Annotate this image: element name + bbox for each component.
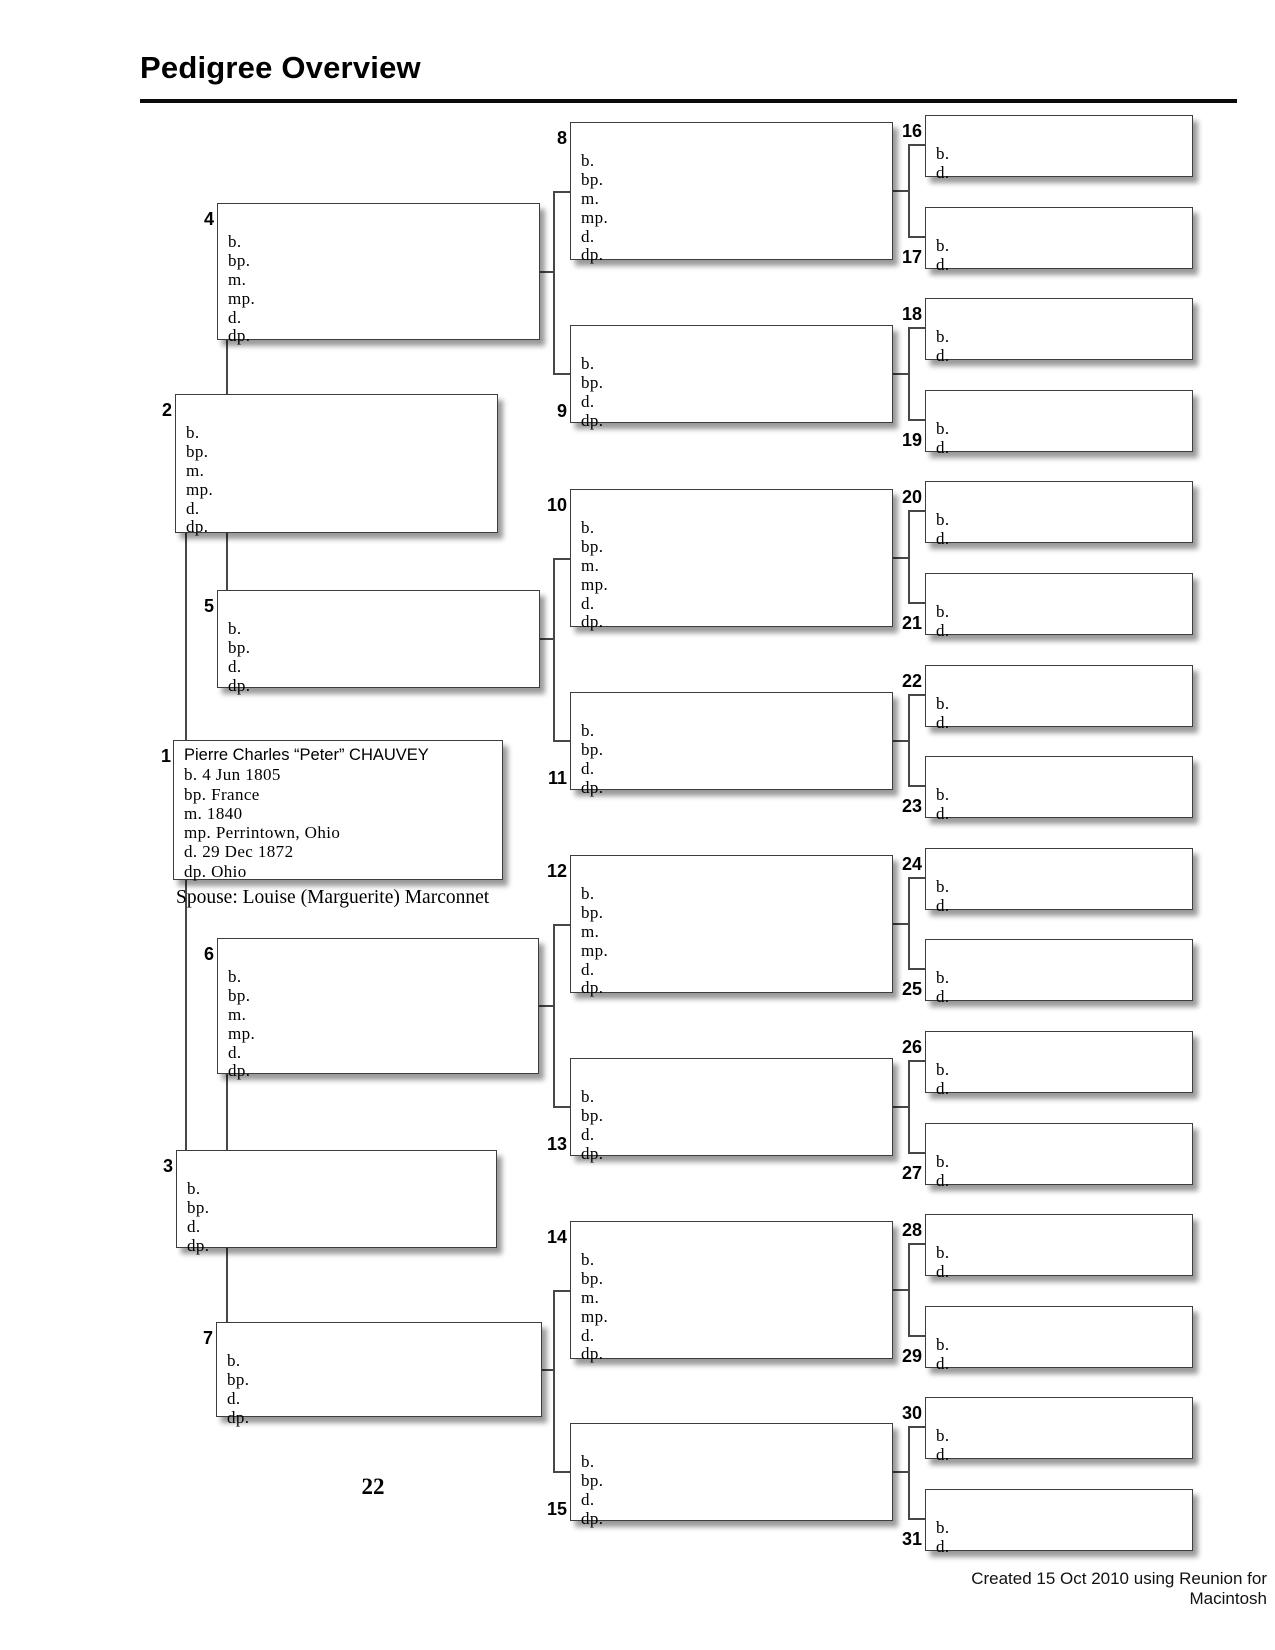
name-line-blank [936, 1225, 1192, 1244]
name-line-blank [936, 950, 1192, 969]
connector-line [891, 1289, 909, 1291]
connector-line [908, 1426, 910, 1520]
connector-line [553, 191, 555, 375]
field-label: dp. [581, 978, 604, 998]
connector-line [909, 1518, 925, 1520]
field-label: bp. [581, 902, 604, 922]
name-line-blank [187, 1161, 496, 1180]
connector-line [538, 638, 554, 640]
pedigree-box-16 [925, 115, 1193, 182]
name-line-blank [581, 133, 892, 152]
connector-line [554, 740, 570, 742]
field-label: bp. [581, 536, 604, 556]
field-label: m. [581, 1287, 600, 1307]
box-number: 31 [901, 1529, 922, 1549]
box-number: 15 [546, 1499, 567, 1519]
field-label: dp. [581, 1508, 604, 1528]
pedigree-box-28 [925, 1214, 1193, 1281]
person-detail-marriageplace: mp. Perrintown, Ohio [184, 823, 341, 843]
field-label: mp. [581, 1306, 609, 1326]
field-label: d. [186, 498, 200, 518]
person-detail-deathplace: dp. Ohio [184, 861, 247, 881]
pedigree-box-9 [570, 325, 893, 430]
pedigree-box-1 [173, 740, 503, 880]
field-label: dp. [581, 612, 604, 632]
field-label: b. [936, 235, 950, 255]
field-label: dp. [228, 326, 251, 346]
connector-line [909, 144, 925, 146]
connector-line [554, 924, 570, 926]
pedigree-box-11 [570, 692, 893, 797]
connector-line [554, 558, 570, 560]
field-label: b. [228, 231, 242, 251]
box-number: 10 [546, 495, 567, 515]
connector-line [909, 785, 925, 787]
name-line-blank [936, 1134, 1192, 1153]
field-label: dp. [581, 245, 604, 265]
field-label: d. [228, 1042, 242, 1062]
field-label: d. [936, 986, 950, 1006]
name-line-blank [936, 1500, 1192, 1519]
pedigree-box-17 [925, 207, 1193, 274]
name-line-blank [581, 703, 892, 722]
connector-line [891, 1106, 909, 1108]
pedigree-box-26 [925, 1031, 1193, 1098]
pedigree-box-6 [217, 938, 539, 1081]
field-label: d. [936, 712, 950, 732]
connector-line [908, 1243, 910, 1337]
name-line-blank [581, 336, 892, 355]
pedigree-box-30 [925, 1397, 1193, 1464]
field-label: d. [581, 226, 595, 246]
connector-line [908, 327, 910, 421]
field-label: d. [936, 1536, 950, 1556]
connector-line [554, 1106, 570, 1108]
connector-line [537, 1005, 554, 1007]
box-number: 9 [556, 401, 567, 421]
name-line-blank [581, 1232, 892, 1251]
connector-line [185, 533, 187, 740]
connector-line [909, 510, 925, 512]
box-number: 4 [203, 209, 214, 229]
pedigree-box-29 [925, 1306, 1193, 1373]
pedigree-box-4 [217, 203, 540, 346]
pedigree-box-13 [570, 1058, 893, 1163]
box-number: 28 [901, 1220, 922, 1240]
field-label: bp. [187, 1197, 210, 1217]
name-line-blank [936, 676, 1192, 695]
field-label: d. [581, 1325, 595, 1345]
pedigree-box-15 [570, 1423, 893, 1528]
box-number: 22 [901, 671, 922, 691]
pedigree-box-21 [925, 573, 1193, 640]
field-label: m. [581, 555, 600, 575]
connector-line [553, 558, 555, 742]
field-label: bp. [581, 1105, 604, 1125]
field-label: b. [936, 967, 950, 987]
connector-line [540, 1369, 554, 1371]
connector-line [909, 1152, 925, 1154]
box-number: 19 [901, 430, 922, 450]
connector-line [226, 1248, 228, 1322]
box-number: 29 [901, 1346, 922, 1366]
field-label: b. [936, 509, 950, 529]
field-label: b. [936, 326, 950, 346]
field-label: d. [581, 959, 595, 979]
name-line-blank [936, 767, 1192, 786]
field-label: mp. [186, 479, 214, 499]
field-label: b. [228, 618, 242, 638]
connector-line [908, 877, 910, 970]
name-line-blank [936, 584, 1192, 603]
box-number: 1 [160, 746, 171, 766]
field-label: b. [186, 422, 200, 442]
connector-line [909, 1243, 925, 1245]
field-label: d. [936, 895, 950, 915]
name-line-blank [936, 1317, 1192, 1336]
name-line-blank [936, 218, 1192, 237]
field-label: dp. [228, 1061, 251, 1081]
field-label: bp. [581, 739, 604, 759]
field-label: d. [581, 758, 595, 778]
field-label: bp. [186, 441, 209, 461]
connector-line [909, 602, 925, 604]
field-label: d. [936, 1353, 950, 1373]
title-rule [140, 99, 1237, 103]
field-label: d. [228, 307, 242, 327]
field-label: b. [936, 1334, 950, 1354]
connector-line [909, 1335, 925, 1337]
connector-line [891, 557, 909, 559]
name-line-blank [936, 859, 1192, 878]
field-label: b. [936, 143, 950, 163]
field-label: dp. [186, 517, 209, 537]
field-label: b. [228, 966, 242, 986]
pedigree-box-20 [925, 481, 1193, 548]
field-label: bp. [581, 1268, 604, 1288]
name-line-blank [936, 401, 1192, 420]
field-label: dp. [228, 675, 251, 695]
connector-line [909, 1060, 925, 1062]
pedigree-box-14 [570, 1221, 893, 1364]
field-label: bp. [581, 1470, 604, 1490]
field-label: d. [936, 162, 950, 182]
field-label: d. [581, 391, 595, 411]
field-label: b. [581, 517, 595, 537]
person-detail-death: d. 29 Dec 1872 [184, 842, 294, 862]
pedigree-box-27 [925, 1123, 1193, 1190]
connector-line [185, 880, 187, 1150]
field-label: b. [936, 693, 950, 713]
box-number: 7 [202, 1328, 213, 1348]
box-number: 5 [203, 596, 214, 616]
field-label: m. [581, 921, 600, 941]
field-label: b. [936, 1151, 950, 1171]
field-label: b. [581, 1451, 595, 1471]
field-label: b. [581, 720, 595, 740]
field-label: m. [581, 188, 600, 208]
person-detail-birthplace: bp. France [184, 784, 260, 804]
field-label: dp. [581, 410, 604, 430]
connector-line [226, 533, 228, 590]
box-number: 26 [901, 1037, 922, 1057]
box-number: 6 [203, 944, 214, 964]
field-label: d. [581, 1124, 595, 1144]
connector-line [908, 1060, 910, 1154]
connector-line [554, 191, 570, 193]
page-number: 22 [361, 1474, 385, 1499]
field-label: bp. [581, 169, 604, 189]
name-line-blank [581, 500, 892, 519]
field-label: bp. [228, 985, 251, 1005]
field-label: dp. [581, 1143, 604, 1163]
pedigree-box-12 [570, 855, 893, 998]
connector-line [908, 510, 910, 604]
field-label: b. [581, 1086, 595, 1106]
connector-line [909, 694, 925, 696]
box-number: 8 [556, 128, 567, 148]
box-number: 18 [901, 304, 922, 324]
field-label: b. [581, 883, 595, 903]
pedigree-box-22 [925, 665, 1193, 732]
pedigree-box-8 [570, 122, 893, 265]
field-label: d. [936, 528, 950, 548]
field-label: b. [581, 353, 595, 373]
connector-line [891, 373, 909, 375]
box-number: 12 [546, 861, 567, 881]
connector-line [908, 694, 910, 787]
name-line-blank [581, 1069, 892, 1088]
page-title: Pedigree Overview [140, 50, 421, 85]
box-number: 21 [901, 613, 922, 633]
pedigree-box-7 [216, 1322, 542, 1427]
name-line-blank [936, 492, 1192, 511]
field-label: d. [581, 1489, 595, 1509]
box-number: 24 [901, 854, 922, 874]
name-line-blank [227, 1333, 541, 1352]
connector-line [909, 968, 925, 970]
field-label: d. [936, 437, 950, 457]
field-label: b. [936, 1242, 950, 1262]
field-label: bp. [581, 372, 604, 392]
name-line-blank [581, 1434, 892, 1453]
field-label: d. [228, 656, 242, 676]
connector-line [908, 144, 910, 238]
field-label: d. [227, 1388, 241, 1408]
field-label: b. [581, 150, 595, 170]
field-label: d. [936, 1170, 950, 1190]
field-label: mp. [581, 940, 609, 960]
name-line-blank [936, 1042, 1192, 1061]
field-label: bp. [227, 1369, 250, 1389]
pedigree-box-31 [925, 1489, 1193, 1556]
pedigree-box-18 [925, 298, 1193, 365]
name-line-blank [228, 214, 539, 233]
connector-line [909, 1426, 925, 1428]
field-label: d. [936, 1261, 950, 1281]
box-number: 20 [901, 487, 922, 507]
field-label: b. [227, 1350, 241, 1370]
pedigree-box-5 [217, 590, 540, 695]
field-label: d. [936, 803, 950, 823]
name-line-blank [936, 1408, 1192, 1427]
field-label: m. [186, 460, 205, 480]
name-line-blank [581, 866, 892, 885]
field-label: b. [936, 601, 950, 621]
field-label: b. [936, 1517, 950, 1537]
field-label: mp. [228, 288, 256, 308]
box-number: 27 [901, 1163, 922, 1183]
field-label: dp. [581, 777, 604, 797]
pedigree-box-10 [570, 489, 893, 632]
connector-line [553, 924, 555, 1108]
connector-line [226, 340, 228, 394]
connector-line [909, 877, 925, 879]
connector-line [538, 271, 554, 273]
connector-line [891, 923, 909, 925]
box-number: 14 [546, 1227, 567, 1247]
box-number: 25 [901, 979, 922, 999]
connector-line [554, 1290, 570, 1292]
field-label: d. [187, 1216, 201, 1236]
pedigree-box-3 [176, 1150, 497, 1255]
box-number: 3 [162, 1156, 173, 1176]
field-label: dp. [227, 1407, 250, 1427]
footer-credit: Created 15 Oct 2010 using Reunion for Macintosh [971, 1569, 1267, 1608]
box-number: 23 [901, 796, 922, 816]
field-label: d. [936, 345, 950, 365]
name-line-blank [936, 309, 1192, 328]
person-detail-birth: b. 4 Jun 1805 [184, 765, 281, 785]
connector-line [891, 190, 909, 192]
field-label: b. [936, 784, 950, 804]
box-number: 11 [547, 768, 567, 788]
connector-line [891, 740, 909, 742]
field-label: mp. [581, 574, 609, 594]
connector-line [554, 1471, 570, 1473]
name-line-blank [936, 126, 1192, 145]
field-label: mp. [228, 1023, 256, 1043]
box-number: 13 [546, 1134, 567, 1154]
field-label: mp. [581, 207, 609, 227]
field-label: bp. [228, 250, 251, 270]
name-line-blank [186, 405, 497, 424]
box-number: 2 [161, 400, 172, 420]
person-detail-marriage: m. 1840 [184, 803, 243, 823]
field-label: d. [936, 254, 950, 274]
field-label: bp. [228, 637, 251, 657]
pedigree-box-24 [925, 848, 1193, 915]
box-number: 16 [901, 121, 922, 141]
field-label: dp. [187, 1235, 210, 1255]
spouse-line: Spouse: Louise (Marguerite) Marconnet [176, 887, 490, 908]
field-label: d. [936, 1078, 950, 1098]
pedigree-box-2 [175, 394, 498, 537]
connector-line [909, 419, 925, 421]
box-number: 17 [901, 247, 922, 267]
field-label: m. [228, 1004, 247, 1024]
pedigree-box-25 [925, 939, 1193, 1006]
connector-line [553, 1290, 555, 1473]
connector-line [891, 1471, 909, 1473]
connector-line [909, 327, 925, 329]
connector-line [226, 1074, 228, 1150]
field-label: d. [936, 1444, 950, 1464]
person-name: Pierre Charles “Peter” CHAUVEY [184, 746, 429, 764]
field-label: b. [936, 418, 950, 438]
field-label: dp. [581, 1344, 604, 1364]
connector-line [909, 236, 925, 238]
connector-line [554, 373, 570, 375]
field-label: b. [936, 1059, 950, 1079]
name-line-blank [228, 601, 539, 620]
field-label: d. [936, 620, 950, 640]
box-number: 30 [901, 1403, 922, 1423]
pedigree-box-19 [925, 390, 1193, 457]
field-label: b. [581, 1249, 595, 1269]
name-line-blank [228, 949, 538, 968]
field-label: b. [187, 1178, 201, 1198]
pedigree-box-23 [925, 756, 1193, 823]
field-label: m. [228, 269, 247, 289]
field-label: d. [581, 593, 595, 613]
field-label: b. [936, 876, 950, 896]
field-label: b. [936, 1425, 950, 1445]
